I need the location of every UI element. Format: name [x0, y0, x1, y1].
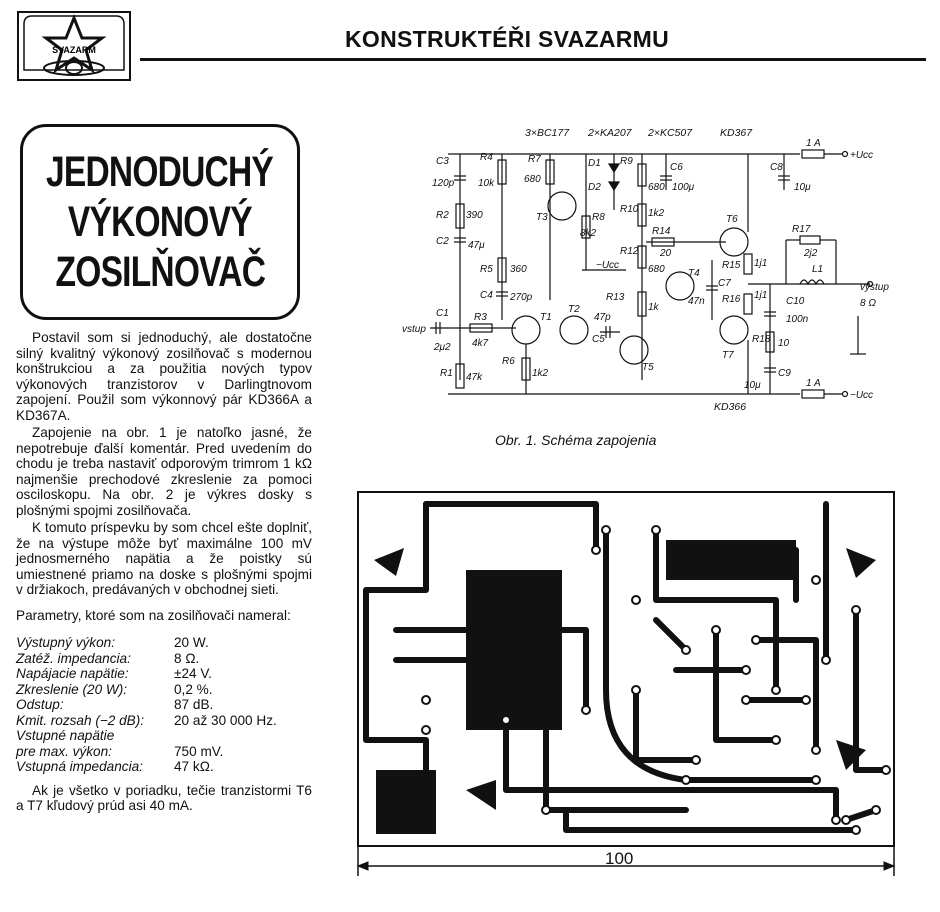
schematic-label-r4v: 10k	[478, 178, 495, 189]
schematic-label-c9: C9	[778, 368, 791, 379]
parameter-label: Napájacie napätie:	[16, 666, 129, 681]
schematic-label-c2v: 47μ	[468, 240, 485, 251]
parameter-value: 87 dB.	[174, 697, 214, 712]
schematic-label-c10: C10	[786, 296, 805, 307]
schematic-label-r13: R13	[606, 292, 625, 303]
label-kd366: KD366	[714, 401, 747, 413]
schematic-label-r18v: 10	[778, 338, 790, 349]
schematic-label-fuse-bot: 1 A	[806, 378, 821, 389]
schematic-label-t4v: 47n	[688, 296, 705, 307]
schematic-label-r5v: 360	[510, 264, 527, 275]
schematic-label-r12: R12	[620, 246, 639, 257]
schematic-label-r8v: 8k2	[580, 228, 597, 239]
label-kd367: KD367	[720, 127, 753, 139]
schematic-label-r10: R10	[620, 204, 639, 215]
schematic-label-c10v: 100n	[786, 314, 809, 325]
schematic-label-ucc-neg: −Ucc	[850, 390, 874, 401]
parameter-label: Vstupná impedancia:	[16, 759, 143, 774]
parameter-label: Zatéž. impedancia:	[16, 650, 131, 666]
parameters-table	[16, 635, 277, 775]
schematic-label-r3: R3	[474, 312, 487, 323]
parameter-row	[16, 682, 277, 698]
title-line-1: JEDNODUCHÝ	[46, 148, 274, 196]
parameter-label: Odstup:	[16, 697, 64, 712]
parameters-intro: Parametry, ktoré som na zosilňovači nameral:	[16, 607, 291, 623]
parameter-value: ±24 V.	[174, 666, 212, 681]
schematic-label-r10v: 1k2	[648, 208, 665, 219]
parameter-row	[16, 713, 277, 729]
schematic-label-c4: C4	[480, 290, 493, 301]
paragraph-3: K tomuto príspevku by som chcel ešte doplniť, že na výstupe môže byť maximálne 100 mV jednosmerného napätia a že poistky sú umiestnené priamo na doske s plošnými spojmi v držiakoch, predávaných v obchodnej sieti.	[16, 520, 312, 597]
schematic-label-t3: T3	[536, 212, 548, 223]
article-body	[16, 330, 312, 816]
schematic-label-r1: R1	[440, 368, 453, 379]
schematic-label-c4v: 270p	[510, 292, 533, 303]
schematic-label-r7: R7	[528, 154, 541, 165]
schematic-label-c8v: 10μ	[794, 182, 811, 193]
schematic-label-c3: C3	[436, 156, 449, 167]
parameter-label: Zkreslenie (20 W):	[16, 681, 128, 697]
schematic-label-outv: 8 Ω	[860, 298, 876, 309]
parameter-row	[16, 759, 277, 775]
parameter-value: 8 Ω.	[174, 650, 200, 666]
parameter-row	[16, 635, 277, 651]
parameter-row	[16, 651, 277, 667]
fuse-top	[802, 150, 824, 158]
schematic-label-c5v: 47p	[594, 312, 611, 323]
section-title: KONSTRUKTÉŘI SVAZARMU	[345, 26, 670, 52]
schematic-label-c2: C2	[436, 236, 449, 247]
schematic-label-r4: R4	[480, 152, 493, 163]
pcb-layout	[356, 490, 896, 850]
paragraph-2: Zapojenie na obr. 1 je natoľko jasné, že nepotrebuje ďalší komentár. Pred uvedením do chodu je treba nastaviť odporovým trimrom 1 kΩ najmenšie prechodové zkreslenie za pomoci osciloskopu. Na obr. 2 je výkres dosky s plošnými spojmi zosilňovača.	[16, 425, 312, 518]
schematic-label-c6v: 100μ	[672, 182, 695, 193]
fuse-bottom	[802, 390, 824, 398]
schematic-label-r12v: 680	[648, 264, 665, 275]
paragraph-1: Postavil som si jednoduchý, ale dostatočne silný kvalitný výkonový zosilňovač s modernou konštrukciou a za použitia nových typov výkonových tranzistorov v Darlingtnovom zapojení. Použil som výkonnový pár KD366A a KD367A.	[16, 330, 312, 423]
article-title-box	[20, 124, 300, 320]
schematic-label-c1v: 2μ2	[434, 342, 451, 353]
circuit-schematic	[330, 120, 930, 420]
schematic-label-ucc-neg-mid: −Ucc	[596, 260, 620, 271]
schematic-label-c5: C5	[592, 334, 605, 345]
schematic-label-t7: T7	[722, 350, 734, 361]
header-divider	[140, 58, 926, 61]
parameter-label: pre max. výkon:	[16, 743, 112, 759]
schematic-label-r9v: 680	[648, 182, 665, 193]
parameter-label: Výstupný výkon:	[16, 635, 115, 650]
schematic-label-r7v: 680	[524, 174, 541, 185]
title-line-2: VÝKONOVÝ	[68, 198, 252, 246]
schematic-label-r2: R2	[436, 210, 449, 221]
label-kc507: 2×KC507	[648, 127, 693, 139]
schematic-label-t5: T5	[642, 362, 654, 373]
parameter-label: Kmit. rozsah (−2 dB):	[16, 712, 145, 728]
schematic-label-r14: R14	[652, 226, 671, 237]
schematic-label-t6: T6	[726, 214, 738, 225]
parameter-row	[16, 728, 277, 744]
schematic-label-l1: L1	[812, 264, 824, 275]
parameter-row	[16, 666, 277, 682]
schematic-label-r14v: 20	[660, 248, 672, 259]
parameter-value: 47 kΩ.	[174, 759, 214, 774]
schematic-label-r6v: 1k2	[532, 368, 549, 379]
schematic-label-r15v: 1j1	[754, 258, 768, 269]
schematic-label-r1v: 47k	[466, 372, 483, 383]
schematic-label-r5: R5	[480, 264, 493, 275]
parameter-value: 0,2 %.	[174, 681, 213, 697]
schematic-label-r17: R17	[792, 224, 811, 235]
schematic-label-fuse-top: 1 A	[806, 138, 821, 149]
schematic-label-d1: D1	[588, 158, 601, 169]
schematic-label-d2: D2	[588, 182, 601, 193]
logo-text: SVAZARM	[52, 45, 96, 55]
schematic-label-in: vstup	[402, 324, 426, 335]
parameter-row	[16, 744, 277, 760]
schematic-label-r18: R18	[752, 334, 771, 345]
schematic-label-out: výstup	[860, 282, 889, 293]
schematic-label-c9v: 10μ	[744, 380, 761, 391]
label-ka207: 2×KA207	[588, 127, 632, 139]
parameter-value	[174, 728, 277, 744]
schematic-label-r16: R16	[722, 294, 741, 305]
schematic-label-r3v: 4k7	[472, 338, 489, 349]
schematic-label-t4: T4	[688, 268, 700, 279]
parameters-section	[16, 608, 312, 775]
schematic-label-t1: T1	[540, 312, 552, 323]
parameter-value: 20 W.	[174, 635, 209, 650]
schematic-label-t2: T2	[568, 304, 580, 315]
schematic-label-c7: C7	[718, 278, 731, 289]
schematic-label-c3v: 120p	[432, 178, 455, 189]
schematic-label-r9: R9	[620, 156, 633, 167]
parameter-value: 20 až 30 000 Hz.	[174, 712, 277, 728]
schematic-label-r8: R8	[592, 212, 605, 223]
schematic-label-r6: R6	[502, 356, 515, 367]
schematic-caption: Obr. 1. Schéma zapojenia	[495, 432, 657, 448]
schematic-label-c1: C1	[436, 308, 449, 319]
paragraph-4: Ak je všetko v poriadku, tečie tranzistormi T6 a T7 kľudový prúd asi 40 mA.	[16, 782, 312, 813]
parameter-value: 750 mV.	[174, 743, 224, 759]
label-bc177: 3×BC177	[525, 127, 570, 139]
parameter-row	[16, 697, 277, 713]
schematic-label-r17v: 2j2	[804, 248, 818, 259]
schematic-label-r13v: 1k	[648, 302, 659, 313]
schematic-label-ucc-pos: +Ucc	[850, 150, 874, 161]
schematic-label-r16v: 1j1	[754, 290, 768, 301]
dimension-label: 100	[605, 849, 634, 868]
schematic-label-r2v: 390	[466, 210, 483, 221]
schematic-label-c6: C6	[670, 162, 683, 173]
svazarm-logo	[16, 10, 132, 82]
parameter-label: Vstupné napätie	[16, 728, 115, 743]
schematic-label-r15: R15	[722, 260, 741, 271]
schematic-label-c8: C8	[770, 162, 783, 173]
title-line-3: ZOSILŇOVAČ	[55, 248, 265, 296]
